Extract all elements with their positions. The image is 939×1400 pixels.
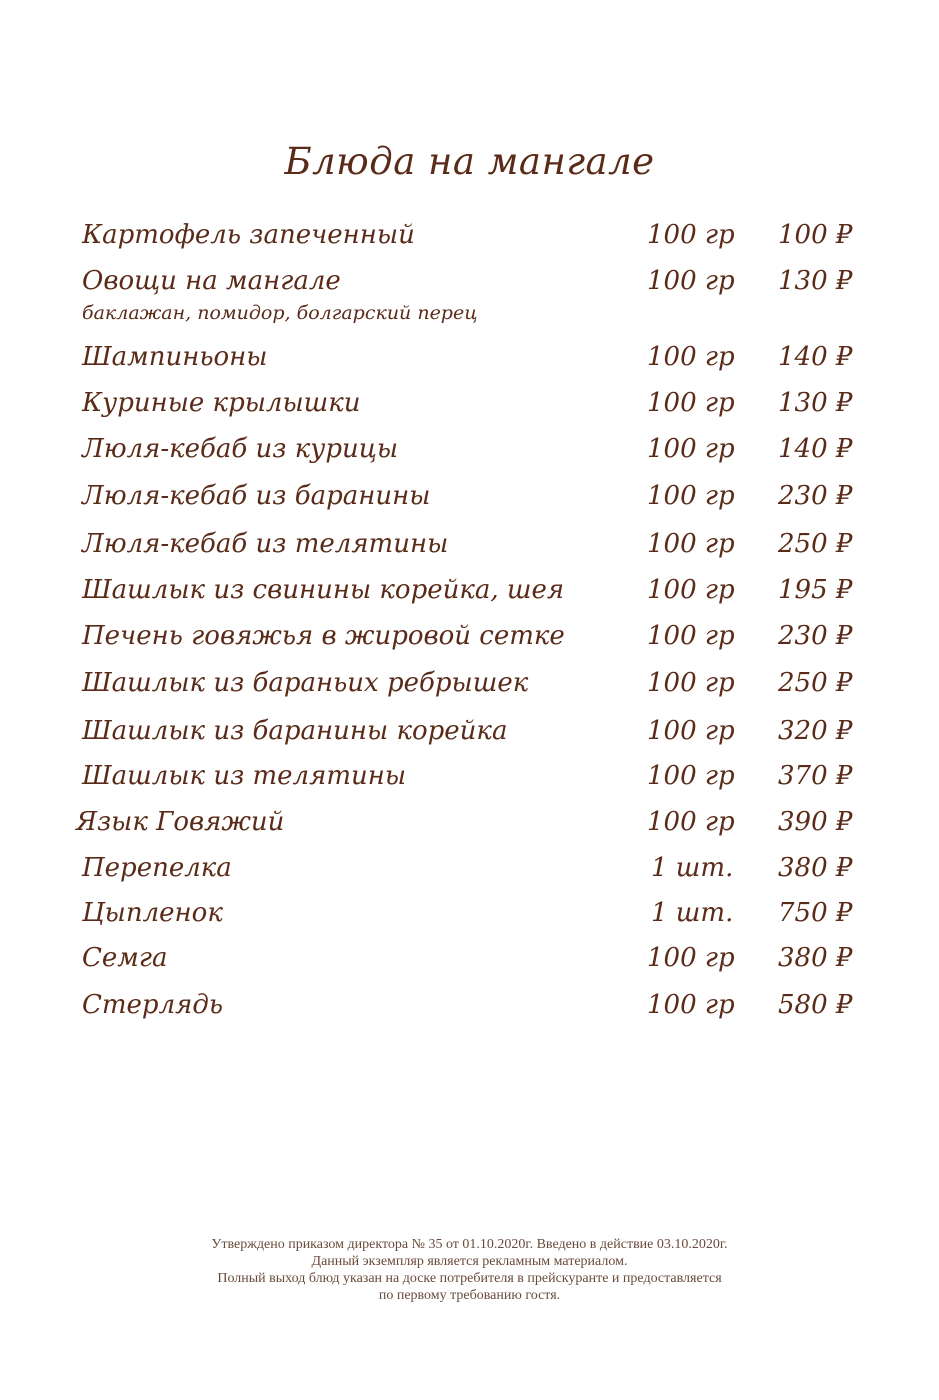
menu-item-portion: 100 гр: [647, 220, 735, 250]
menu-item: [0, 220, 939, 260]
menu-item-price: 390 ₽: [778, 807, 853, 837]
footer-line: Полный выход блюд указан на доске потребителя в прейскуранте и предоставляется: [217, 1271, 722, 1286]
menu-item-name: Шампиньоны: [82, 342, 268, 372]
menu-item-name: Овощи на мангале: [82, 266, 341, 296]
menu-item: [0, 943, 939, 983]
menu-item: [0, 434, 939, 474]
menu-item-name: Куриные крылышки: [82, 388, 361, 418]
menu-item-price: 100 ₽: [778, 220, 853, 250]
footer-line: Утверждено приказом директора № 35 от 01.10.2020г. Введено в действие 03.10.2020г.: [211, 1237, 728, 1252]
menu-item: [0, 853, 939, 893]
menu-item-portion: 100 гр: [647, 807, 735, 837]
menu-item-portion: 100 гр: [647, 668, 735, 698]
menu-item-portion: 100 гр: [647, 529, 735, 559]
footer-line: Данный экземпляр является рекламным материалом.: [311, 1254, 628, 1269]
menu-item-portion: 100 гр: [647, 716, 735, 746]
menu-item-price: 580 ₽: [778, 990, 853, 1020]
menu-item-price: 380 ₽: [778, 853, 853, 883]
menu-item-portion: 100 гр: [647, 266, 735, 296]
menu-item: [0, 898, 939, 938]
menu-item: [0, 342, 939, 382]
menu-item-portion: 100 гр: [647, 388, 735, 418]
menu-item-price: 320 ₽: [778, 716, 853, 746]
menu-item-price: 750 ₽: [778, 898, 853, 928]
menu-item-price: 195 ₽: [778, 575, 853, 605]
menu-item-note: баклажан, помидор, болгарский перец: [82, 302, 478, 324]
menu-item-name: Картофель запеченный: [82, 220, 415, 250]
menu-item-price: 250 ₽: [778, 668, 853, 698]
menu-item-name: Люля-кебаб из баранины: [82, 481, 431, 511]
footer-notice: [0, 1236, 939, 1304]
menu-item-portion: 1 шт.: [651, 853, 734, 883]
menu-item-portion: 1 шт.: [651, 898, 734, 928]
menu-item: [0, 481, 939, 521]
menu-item: [0, 807, 939, 847]
menu-item-name: Люля-кебаб из телятины: [82, 529, 449, 559]
menu-item-price: 140 ₽: [778, 342, 853, 372]
menu-item: [0, 266, 939, 336]
menu-item-name: Печень говяжья в жировой сетке: [82, 621, 565, 651]
menu-item-portion: 100 гр: [647, 575, 735, 605]
menu-item-portion: 100 гр: [647, 990, 735, 1020]
menu-item-name: Цыпленок: [82, 898, 223, 928]
menu-item: [0, 990, 939, 1030]
menu-item-price: 230 ₽: [778, 621, 853, 651]
menu-item-name: Шашлык из бараньих ребрышек: [82, 668, 529, 698]
menu-item-portion: 100 гр: [647, 761, 735, 791]
menu-item: [0, 575, 939, 615]
footer-line: по первому требованию гостя.: [378, 1288, 561, 1303]
menu-item-name: Шашлык из телятины: [82, 761, 407, 791]
menu-item: [0, 621, 939, 661]
menu-item-price: 380 ₽: [778, 943, 853, 973]
menu-item-name: Язык Говяжий: [76, 807, 285, 837]
menu-item: [0, 716, 939, 756]
menu-item-price: 250 ₽: [778, 529, 853, 559]
menu-item-price: 140 ₽: [778, 434, 853, 464]
menu-item-name: Люля-кебаб из курицы: [82, 434, 399, 464]
menu-item-price: 130 ₽: [778, 266, 853, 296]
menu-item-price: 130 ₽: [778, 388, 853, 418]
menu-item: [0, 761, 939, 801]
menu-item-name: Семга: [82, 943, 168, 973]
page-title: Блюда на мангале: [284, 140, 655, 183]
menu-item-name: Шашлык из баранины корейка: [82, 716, 508, 746]
menu-item-portion: 100 гр: [647, 481, 735, 511]
menu-item-portion: 100 гр: [647, 621, 735, 651]
menu-item-portion: 100 гр: [647, 342, 735, 372]
menu-item: [0, 529, 939, 569]
menu-item-name: Стерлядь: [82, 990, 223, 1020]
menu-item-name: Шашлык из свинины корейка, шея: [82, 575, 565, 605]
menu-item-name: Перепелка: [82, 853, 232, 883]
menu-item-price: 370 ₽: [778, 761, 853, 791]
menu-item-price: 230 ₽: [778, 481, 853, 511]
menu-item-portion: 100 гр: [647, 943, 735, 973]
menu-item: [0, 388, 939, 428]
menu-item: [0, 668, 939, 708]
menu-item-portion: 100 гр: [647, 434, 735, 464]
